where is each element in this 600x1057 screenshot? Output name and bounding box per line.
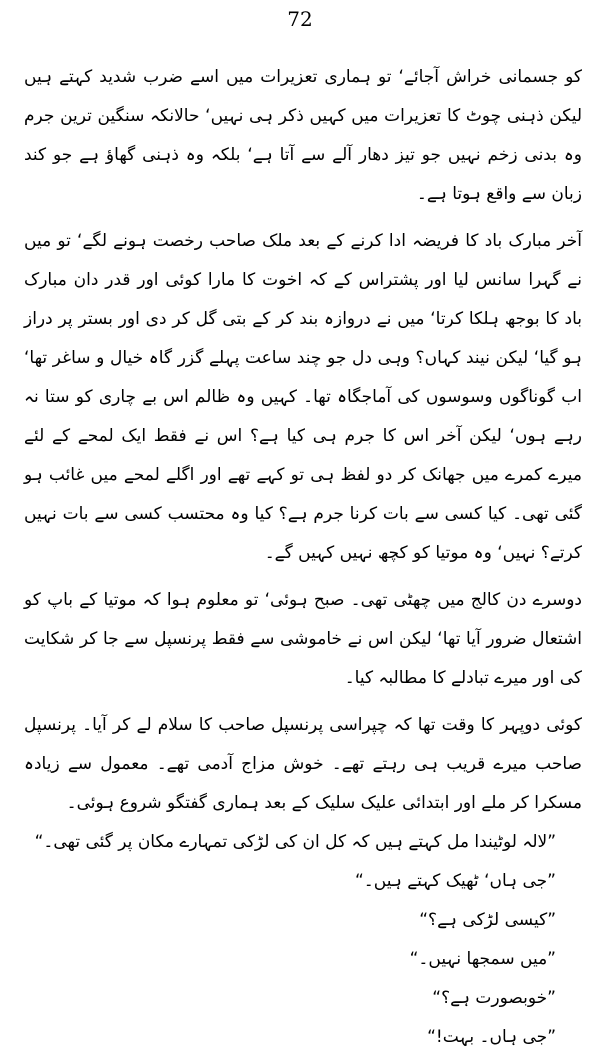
dialogue-line: ”جی ہاں‘ ٹھیک کہتے ہیں۔“ [355,871,556,891]
paragraph: کو جسمانی خراش آجائے‘ تو ہماری تعزیرات میں اسے ضرب شدید کہتے ہیں لیکن ذہنی چوٹ کا تعزیرات میں کہیں ذکر ہی نہیں‘ حالانکہ سنگین ترین جرم وہ بدنی زخم نہیں جو تیز دھار آلے سے آتا ہے‘ بلکہ وہ ذہنی گھاؤ ہے جو کند زبان سے واقع ہوتا ہے۔ [24,67,582,204]
dialogue-line: ”لالہ لوٹیندا مل کہتے ہیں کہ کل ان کی لڑکی تمہارے مکان پر گئی تھی۔“ [34,832,556,852]
dialogue-line: ”میں سمجھا نہیں۔“ [409,949,556,969]
dialogue-block [24,823,582,1057]
page-number: 72 [287,7,313,31]
dialogue-line: ”خوبصورت ہے؟“ [432,988,556,1008]
paragraph: آخر مبارک باد کا فریضہ ادا کرنے کے بعد ملک صاحب رخصت ہونے لگے‘ تو میں نے گہرا سانس لیا اور پشتراس کے کہ اخوت کا مارا کوئی اور قدر دان مبارک باد کا بوجھ ہلکا کرتا‘ میں نے دروازہ بند کر کے بتی گل کر دی اور بستر پر دراز ہو گیا‘ لیکن نیند کہاں؟ وہی دل جو چند ساعت پہلے گزر گاہ خیال و ساغر تھا‘ اب گوناگوں وسوسوں کی آماجگاہ تھا۔ کہیں وہ ظالم اس بے چاری کو ستا نہ رہے ہوں‘ لیکن آخر اس کا جرم ہی کیا ہے؟ اس نے فقط ایک لمحے کے لئے میرے کمرے میں جھانک کر دو لفظ ہی تو کہے تھے اور اگلے لمحے میں غائب ہو گئی تھی۔ کیا کسی سے بات کرنا جرم ہے؟ کیا وہ محتسب کسی سے بات نہیں کرتے؟ نہیں‘ وہ موتیا کو کچھ نہیں کہیں گے۔ [24,231,582,563]
paragraph: کوئی دوپہر کا وقت تھا کہ چپراسی پرنسپل صاحب کا سلام لے کر آیا۔ پرنسپل صاحب میرے قریب ہی رہتے تھے۔ خوش مزاج آدمی تھے۔ معمول سے زیادہ مسکرا کر ملے اور ابتدائی علیک سلیک کے بعد ہماری گفتگو شروع ہوئی۔ [24,715,582,813]
page-body [24,58,582,1057]
dialogue-line: ”جی ہاں۔ بہت!“ [427,1027,556,1047]
paragraph: دوسرے دن کالج میں چھٹی تھی۔ صبح ہوئی‘ تو معلوم ہوا کہ موتیا کے باپ کو اشتعال ضرور آیا تھا‘ لیکن اس نے خاموشی سے فقط پرنسپل سے جا کر شکایت کی اور میرے تبادلے کا مطالبہ کیا۔ [24,590,582,688]
dialogue-line: ”کیسی لڑکی ہے؟“ [419,910,556,930]
